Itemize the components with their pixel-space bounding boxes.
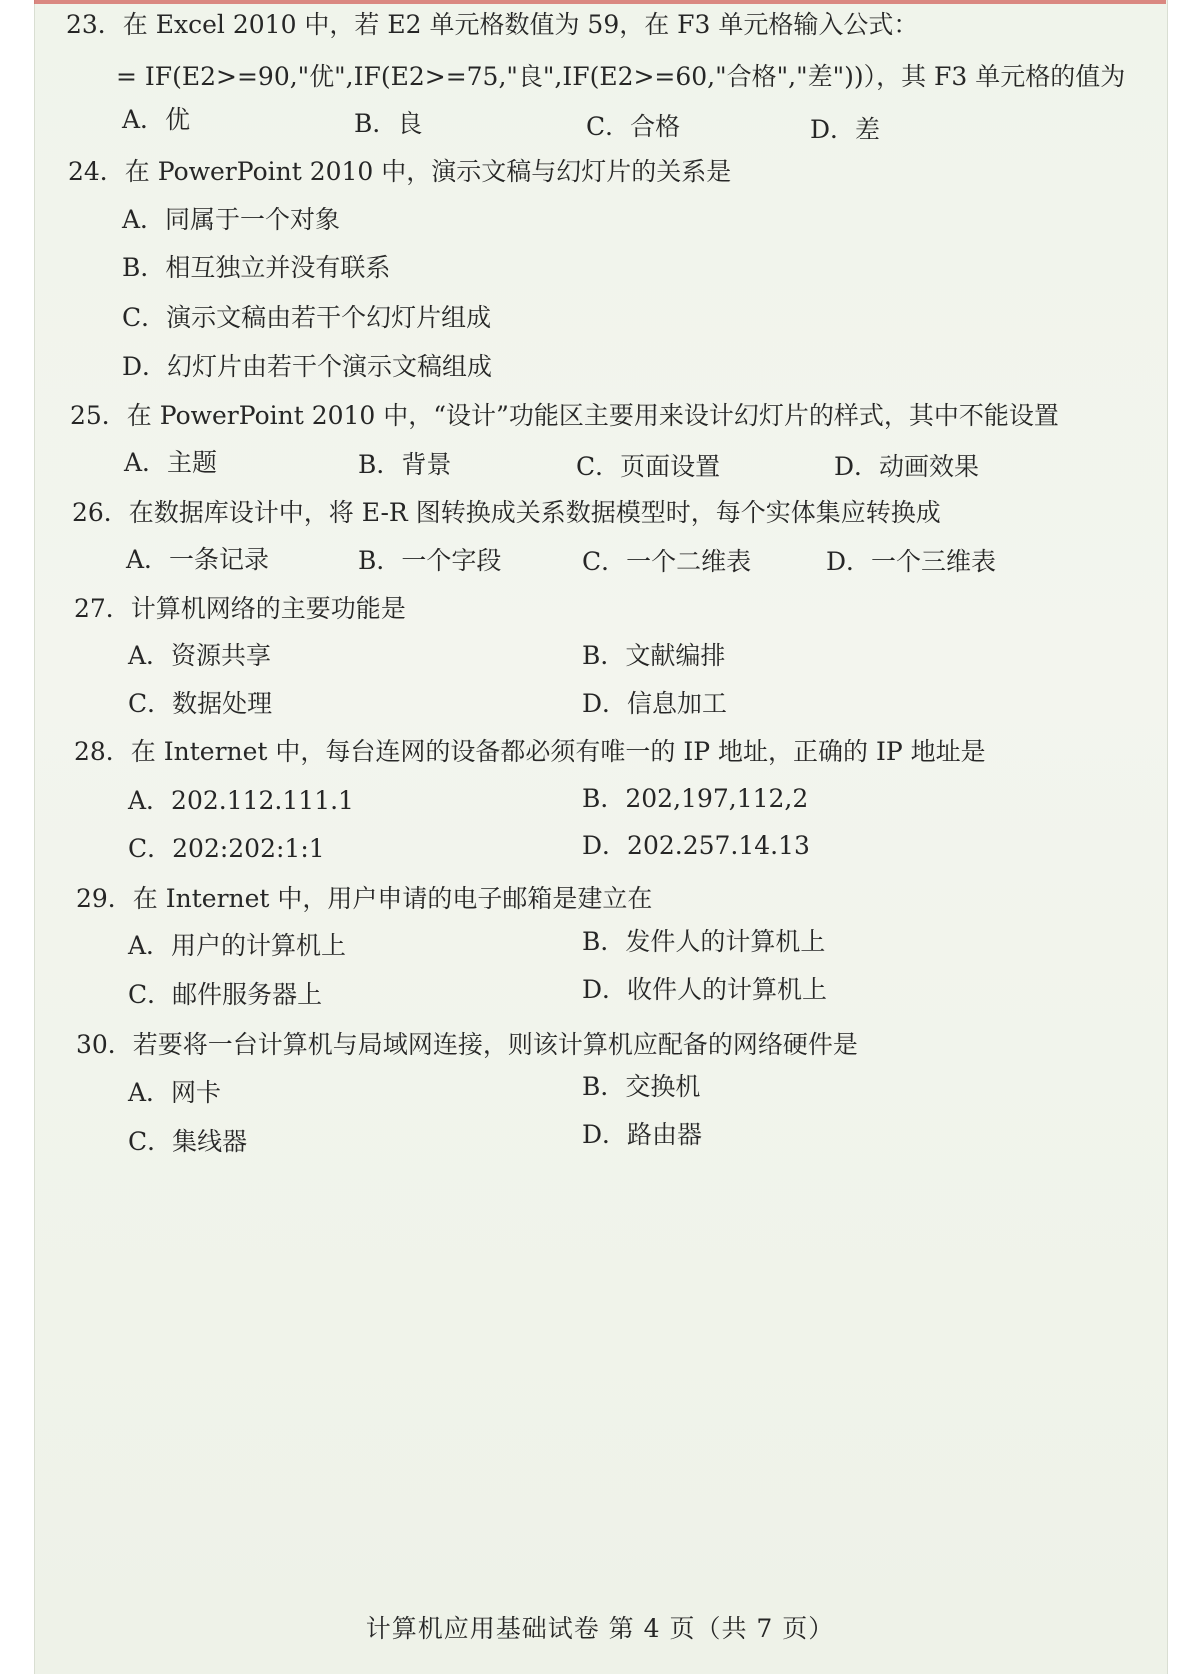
question-30-option-b: B．交换机 [582,1072,701,1101]
question-30-option-d: D．路由器 [582,1120,703,1149]
question-28-stem: 28．在 Internet 中，每台连网的设备都必须有唯一的 IP 地址，正确的 IP 地址是 [74,737,986,766]
question-26-stem: 26．在数据库设计中，将 E-R 图转换成关系数据模型时，每个实体集应转换成 [72,498,941,527]
question-24-option-c: C．演示文稿由若干个幻灯片组成 [122,303,492,332]
question-29-stem: 29．在 Internet 中，用户申请的电子邮箱是建立在 [76,884,653,913]
question-26-option-a: A．一条记录 [126,545,270,574]
question-26-option-b: B．一个字段 [358,546,502,575]
question-30-option-a: A．网卡 [128,1078,222,1107]
question-29-option-a: A．用户的计算机上 [128,931,347,960]
question-26-option-c: C．一个二维表 [582,547,752,576]
question-25-option-a: A．主题 [124,448,218,477]
header-strip [34,0,1166,4]
question-30-option-c: C．集线器 [128,1127,248,1156]
page-footer: 计算机应用基础试卷 第 4 页（共 7 页） [365,1614,835,1643]
question-27-option-c: C．数据处理 [128,689,273,718]
question-28-option-c: C．202:202:1:1 [128,834,325,863]
question-29-option-b: B．发件人的计算机上 [582,927,826,956]
question-25-option-b: B．背景 [358,450,452,479]
question-29-option-d: D．收件人的计算机上 [582,975,828,1004]
question-24-stem: 24．在 PowerPoint 2010 中，演示文稿与幻灯片的关系是 [68,157,732,186]
question-23-option-c: C．合格 [586,112,681,141]
question-24-option-b: B．相互独立并没有联系 [122,253,391,282]
question-23-option-d: D．差 [810,115,881,144]
question-25-option-d: D．动画效果 [834,452,980,481]
question-30-stem: 30．若要将一台计算机与局域网连接，则该计算机应配备的网络硬件是 [76,1030,858,1059]
question-27-option-d: D．信息加工 [582,689,728,718]
question-28-option-d: D．202.257.14.13 [582,831,810,860]
question-27-option-a: A．资源共享 [128,641,272,670]
question-23-option-a: A．优 [122,105,191,134]
question-25-stem: 25．在 PowerPoint 2010 中，“设计”功能区主要用来设计幻灯片的样式，其中不能设置 [70,401,1059,430]
question-27-stem: 27．计算机网络的主要功能是 [74,594,406,623]
question-23-formula: = IF(E2>=90,"优",IF(E2>=75,"良",IF(E2>=60,"合格","差"))），其 F3 单元格的值为 [116,62,1126,91]
question-23-option-b: B．良 [354,109,423,138]
question-28-option-a: A．202.112.111.1 [128,786,354,815]
question-29-option-c: C．邮件服务器上 [128,980,323,1009]
question-24-option-d: D．幻灯片由若干个演示文稿组成 [122,352,493,381]
question-26-option-d: D．一个三维表 [826,547,997,576]
question-24-option-a: A．同属于一个对象 [122,205,341,234]
question-28-option-b: B．202,197,112,2 [582,784,809,813]
question-25-option-c: C．页面设置 [576,452,721,481]
question-23-stem: 23．在 Excel 2010 中，若 E2 单元格数值为 59，在 F3 单元格输入公式： [66,10,919,39]
question-27-option-b: B．文献编排 [582,641,726,670]
